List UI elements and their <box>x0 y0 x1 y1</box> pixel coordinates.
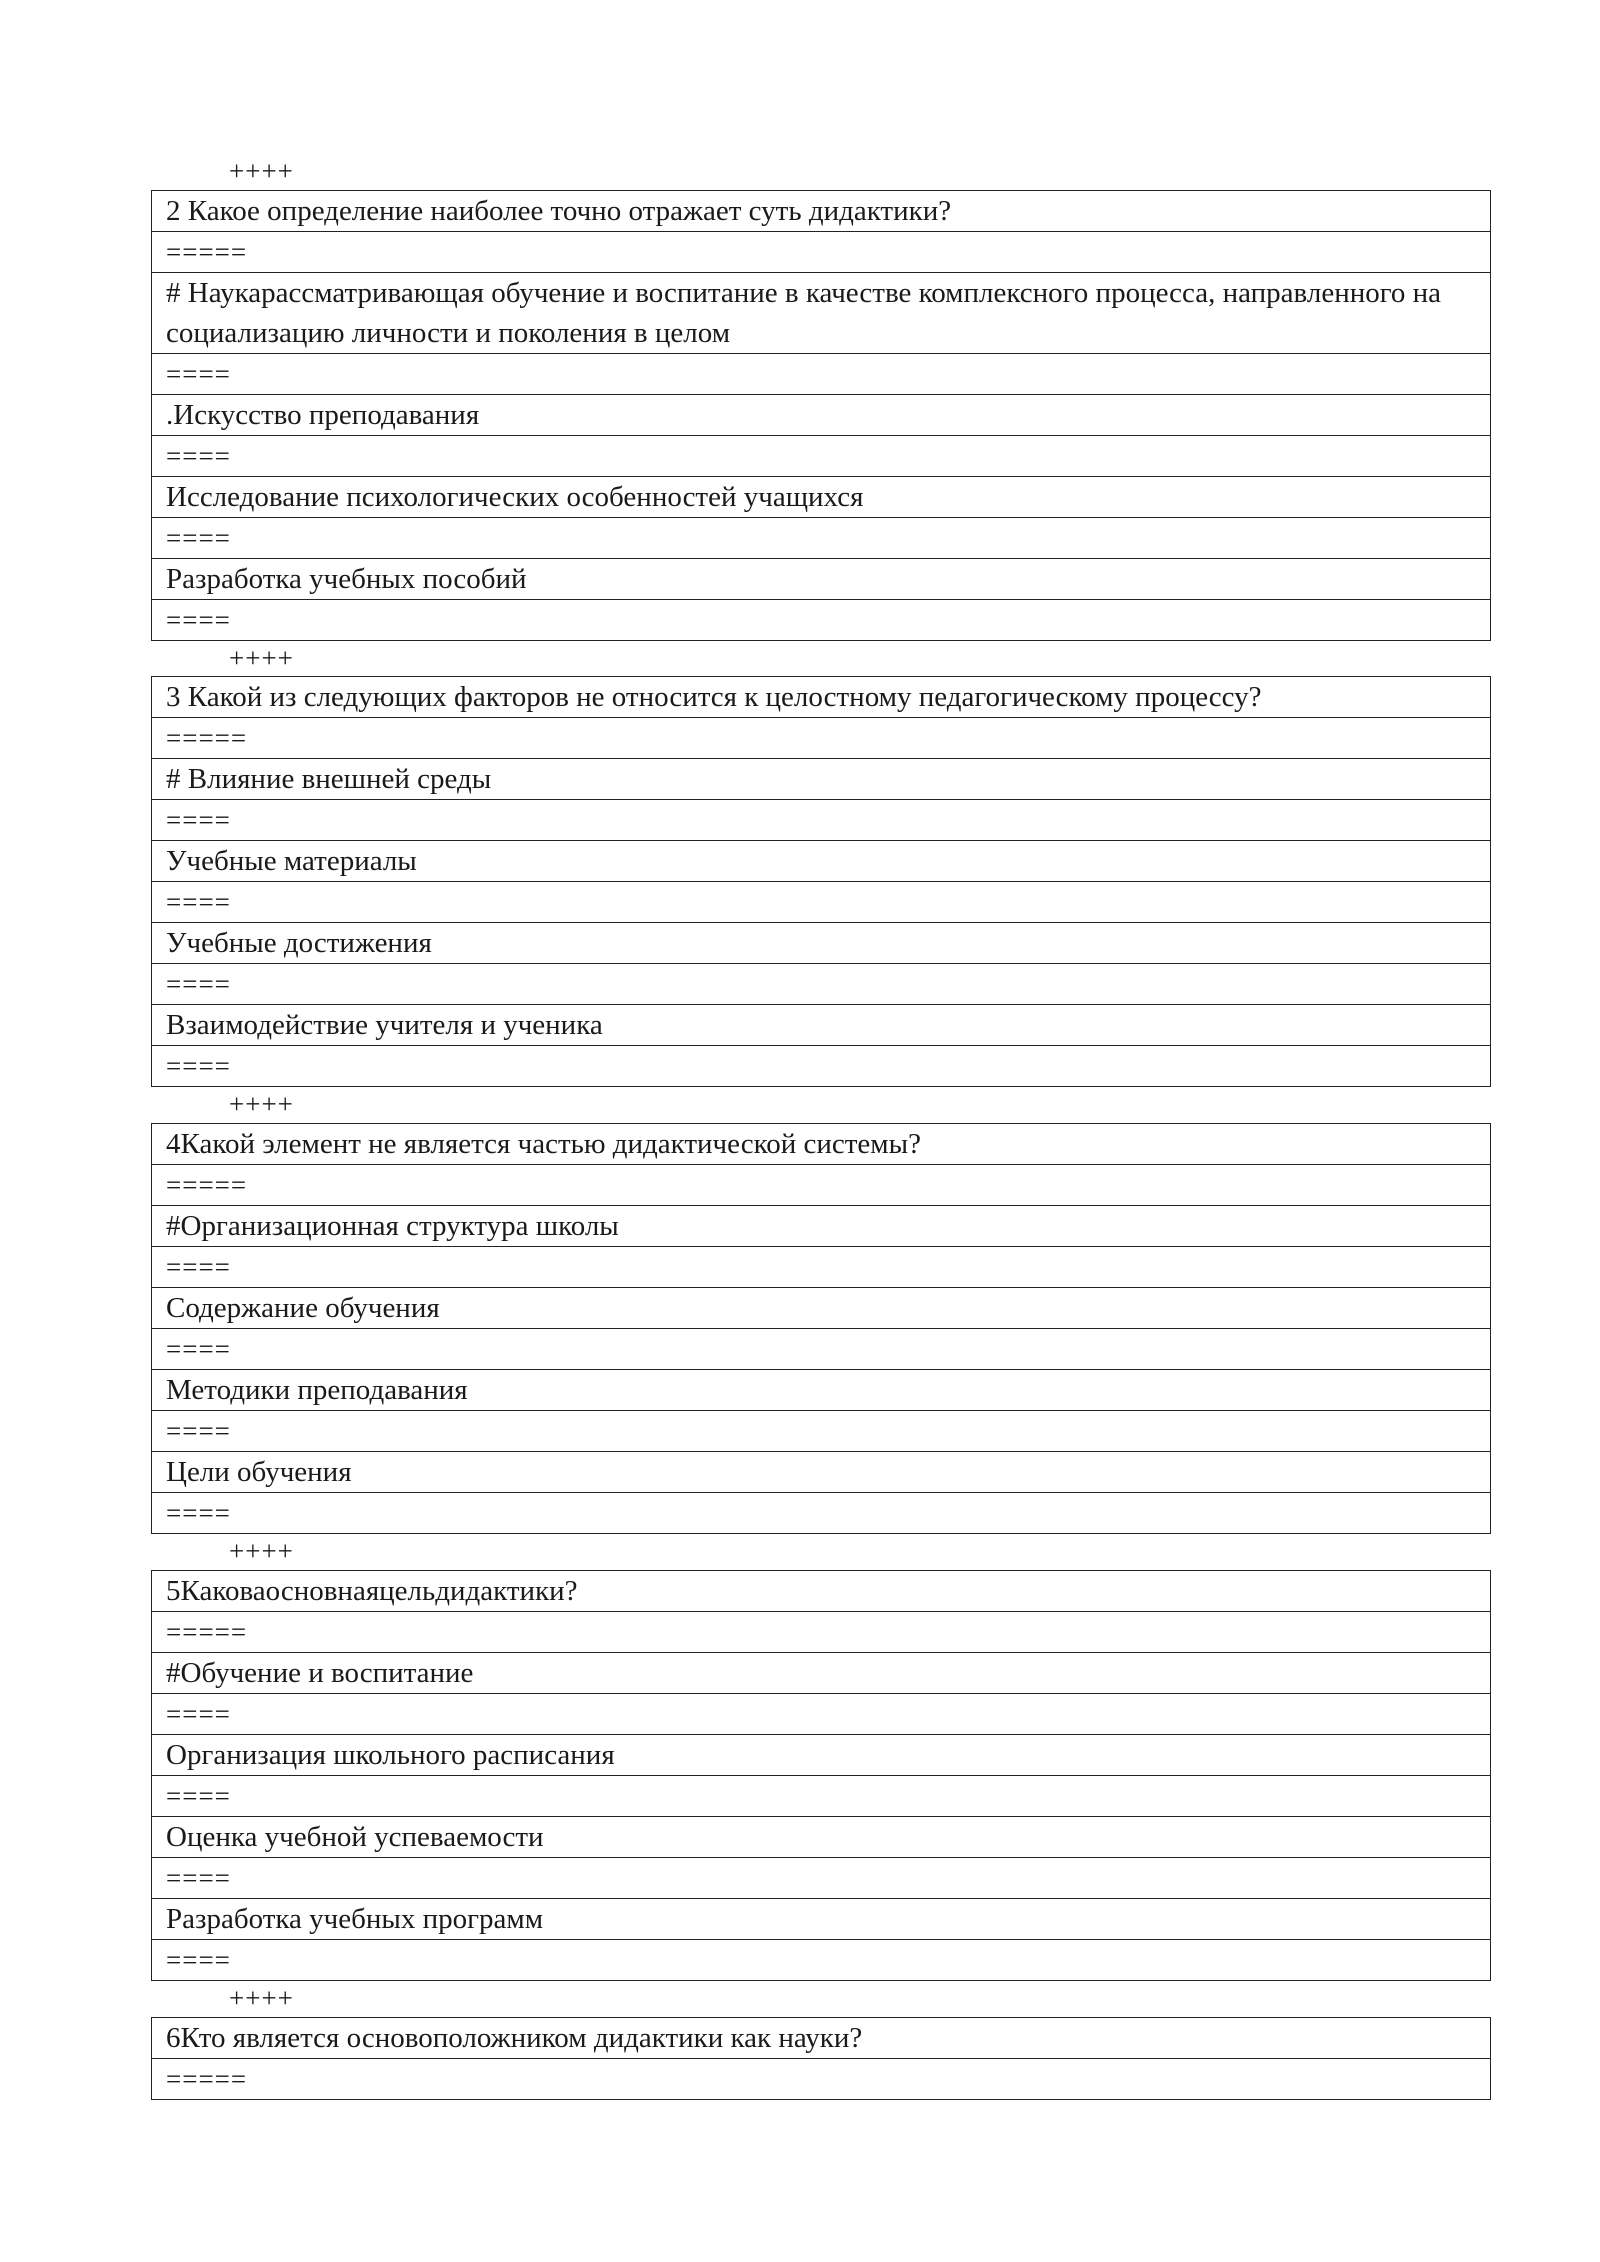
answer-marker: ==== <box>152 1411 1491 1452</box>
block-separator: ++++ <box>229 643 294 673</box>
answer-marker-row <box>152 964 1491 1005</box>
answer-text: Оценка учебной успеваемости <box>152 1817 1491 1858</box>
answer-marker: ==== <box>152 800 1491 841</box>
answer-row <box>152 1206 1491 1247</box>
answer-text: Методики преподавания <box>152 1370 1491 1411</box>
question-row <box>152 1571 1491 1612</box>
answer-row <box>152 841 1491 882</box>
answer-row <box>152 923 1491 964</box>
answer-marker: ==== <box>152 882 1491 923</box>
answer-marker: ==== <box>152 964 1491 1005</box>
question-table <box>151 1570 1491 1981</box>
question-marker: ===== <box>152 1165 1491 1206</box>
question-table <box>151 190 1491 641</box>
answer-marker: ==== <box>152 600 1491 641</box>
answer-text: Разработка учебных пособий <box>152 559 1491 600</box>
question-marker: ===== <box>152 2059 1491 2100</box>
answer-row <box>152 759 1491 800</box>
block-separator: ++++ <box>229 156 294 186</box>
question-table <box>151 1123 1491 1534</box>
answer-marker-row <box>152 600 1491 641</box>
answer-text: Взаимодействие учителя и ученика <box>152 1005 1491 1046</box>
question-text: 6Кто является основоположником дидактики как науки? <box>152 2018 1491 2059</box>
question-row <box>152 677 1491 718</box>
question-marker-row <box>152 2059 1491 2100</box>
question-marker: ===== <box>152 232 1491 273</box>
question-row <box>152 191 1491 232</box>
answer-marker: ==== <box>152 1046 1491 1087</box>
answer-marker-row <box>152 1940 1491 1981</box>
block-separator: ++++ <box>229 1536 294 1566</box>
question-marker-row <box>152 718 1491 759</box>
question-marker-row <box>152 1165 1491 1206</box>
answer-marker: ==== <box>152 1776 1491 1817</box>
answer-text: Учебные материалы <box>152 841 1491 882</box>
answer-marker: ==== <box>152 1247 1491 1288</box>
answer-text: # Влияние внешней среды <box>152 759 1491 800</box>
answer-marker-row <box>152 800 1491 841</box>
question-row <box>152 1124 1491 1165</box>
question-text: 2 Какое определение наиболее точно отражает суть дидактики? <box>152 191 1491 232</box>
answer-row <box>152 1288 1491 1329</box>
answer-marker-row <box>152 1493 1491 1534</box>
answer-row <box>152 1452 1491 1493</box>
answer-text: Цели обучения <box>152 1452 1491 1493</box>
answer-row <box>152 1899 1491 1940</box>
answer-row <box>152 1817 1491 1858</box>
answer-row <box>152 477 1491 518</box>
answer-text: #Обучение и воспитание <box>152 1653 1491 1694</box>
answer-marker-row <box>152 436 1491 477</box>
answer-text: Исследование психологических особенностей учащихся <box>152 477 1491 518</box>
answer-text: #Организационная структура школы <box>152 1206 1491 1247</box>
answer-marker: ==== <box>152 1858 1491 1899</box>
answer-marker-row <box>152 1858 1491 1899</box>
answer-text: Организация школьного расписания <box>152 1735 1491 1776</box>
block-separator: ++++ <box>229 1089 294 1119</box>
answer-marker: ==== <box>152 1329 1491 1370</box>
answer-marker: ==== <box>152 518 1491 559</box>
question-marker: ===== <box>152 718 1491 759</box>
question-table <box>151 676 1491 1087</box>
answer-text: Содержание обучения <box>152 1288 1491 1329</box>
answer-marker: ==== <box>152 1694 1491 1735</box>
answer-text: .Искусство преподавания <box>152 395 1491 436</box>
answer-row <box>152 1653 1491 1694</box>
answer-marker-row <box>152 882 1491 923</box>
answer-row <box>152 273 1491 354</box>
answer-marker-row <box>152 1247 1491 1288</box>
question-marker-row <box>152 1612 1491 1653</box>
answer-marker: ==== <box>152 436 1491 477</box>
question-text: 3 Какой из следующих факторов не относится к целостному педагогическому процессу? <box>152 677 1491 718</box>
block-separator: ++++ <box>229 1983 294 2013</box>
answer-marker-row <box>152 518 1491 559</box>
answer-marker-row <box>152 354 1491 395</box>
answer-text: Разработка учебных программ <box>152 1899 1491 1940</box>
question-row <box>152 2018 1491 2059</box>
answer-text: Учебные достижения <box>152 923 1491 964</box>
answer-row <box>152 1005 1491 1046</box>
answer-text: # Наукарассматривающая обучение и воспитание в качестве комплексного процесса, направленного на социализацию личности и поколения в целом <box>152 273 1491 354</box>
question-marker: ===== <box>152 1612 1491 1653</box>
answer-row <box>152 1370 1491 1411</box>
answer-row <box>152 1735 1491 1776</box>
answer-marker-row <box>152 1776 1491 1817</box>
answer-row <box>152 395 1491 436</box>
answer-marker: ==== <box>152 354 1491 395</box>
answer-marker-row <box>152 1694 1491 1735</box>
question-table <box>151 2017 1491 2100</box>
answer-marker: ==== <box>152 1493 1491 1534</box>
question-text: 4Какой элемент не является частью дидактической системы? <box>152 1124 1491 1165</box>
question-marker-row <box>152 232 1491 273</box>
question-text: 5Каковаосновнаяцельдидактики? <box>152 1571 1491 1612</box>
answer-marker-row <box>152 1329 1491 1370</box>
answer-marker-row <box>152 1046 1491 1087</box>
answer-marker: ==== <box>152 1940 1491 1981</box>
answer-row <box>152 559 1491 600</box>
answer-marker-row <box>152 1411 1491 1452</box>
